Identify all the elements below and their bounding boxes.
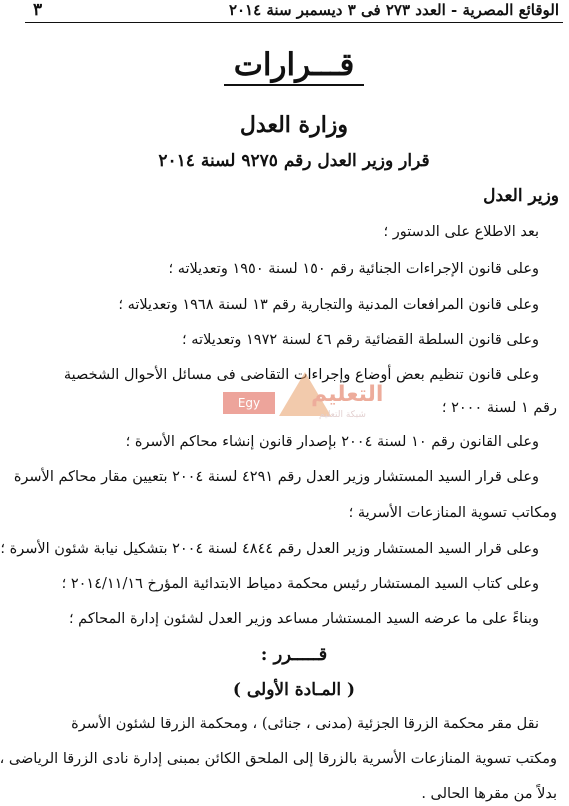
watermark-box: Egy (223, 392, 275, 414)
preamble-line: وعلى كتاب السيد المستشار رئيس محكمة دمياط الابتدائية المؤرخ ٢٠١٤/١١/١٦ ؛ (61, 576, 539, 592)
decides-heading: قـــــرر : (260, 644, 328, 665)
preamble-line: وعلى القانون رقم ١٠ لسنة ٢٠٠٤ بإصدار قانون إنشاء محاكم الأسرة ؛ (125, 434, 539, 450)
header-title: الوقائع المصرية - العدد ٢٧٣ فى ٣ ديسمبر سنة ٢٠١٤ (228, 1, 559, 19)
preamble-line: بعد الاطلاع على الدستور ؛ (383, 224, 539, 240)
body-line: ومكتب تسوية المنازعات الأسرية بالزرقا إلى الملحق الكائن بمبنى إدارة نادى الزرقا الرياضى ، (0, 751, 557, 767)
watermark-subtext: شبكة التعليم (319, 410, 366, 420)
ministry-heading: وزارة العدل (239, 112, 349, 138)
preamble-line: وبناءً على ما عرضه السيد المستشار مساعد وزير العدل لشئون إدارة المحاكم ؛ (68, 611, 539, 627)
main-title: قـــرارات (224, 48, 365, 86)
preamble-line: وعلى قانون السلطة القضائية رقم ٤٦ لسنة ١٩٧٢ وتعديلاته ؛ (182, 332, 539, 348)
page-number: ٣ (33, 0, 43, 20)
article-heading: ( المـادة الأولى ) (232, 680, 356, 700)
preamble-line: ومكاتب تسوية المنازعات الأسرية ؛ (348, 505, 557, 521)
decree-title: قرار وزير العدل رقم ٩٢٧٥ لسنة ٢٠١٤ (158, 151, 430, 171)
main-title-wrap (19, 48, 569, 86)
watermark-text: التعليم (311, 382, 384, 407)
preamble-line: وعلى قانون المرافعات المدنية والتجارية رقم ١٣ لسنة ١٩٦٨ وتعديلاته ؛ (118, 297, 539, 313)
preamble-line: وعلى قانون الإجراءات الجنائية رقم ١٥٠ لسنة ١٩٥٠ وتعديلاته ؛ (168, 261, 539, 277)
minister-heading: وزير العدل (483, 186, 559, 206)
body-line: بدلاً من مقرها الحالى . (421, 786, 557, 802)
preamble-line: وعلى قرار السيد المستشار وزير العدل رقم ٤٢٩١ لسنة ٢٠٠٤ بتعيين مقار محاكم الأسرة (13, 469, 539, 485)
page-header (25, 0, 563, 23)
body-line: نقل مقر محكمة الزرقا الجزئية (مدنى ، جنائى) ، ومحكمة الزرقا لشئون الأسرة (71, 716, 539, 732)
watermark-logo (215, 372, 395, 428)
preamble-line: وعلى قانون تنظيم بعض أوضاع وإجراءات التقاضى فى مسائل الأحوال الشخصية (63, 367, 539, 383)
preamble-line: وعلى قرار السيد المستشار وزير العدل رقم ٤٨٤٤ لسنة ٢٠٠٤ بتشكيل نيابة شئون الأسرة ؛ (0, 541, 539, 557)
preamble-line: رقم ١ لسنة ٢٠٠٠ ؛ (441, 400, 557, 416)
